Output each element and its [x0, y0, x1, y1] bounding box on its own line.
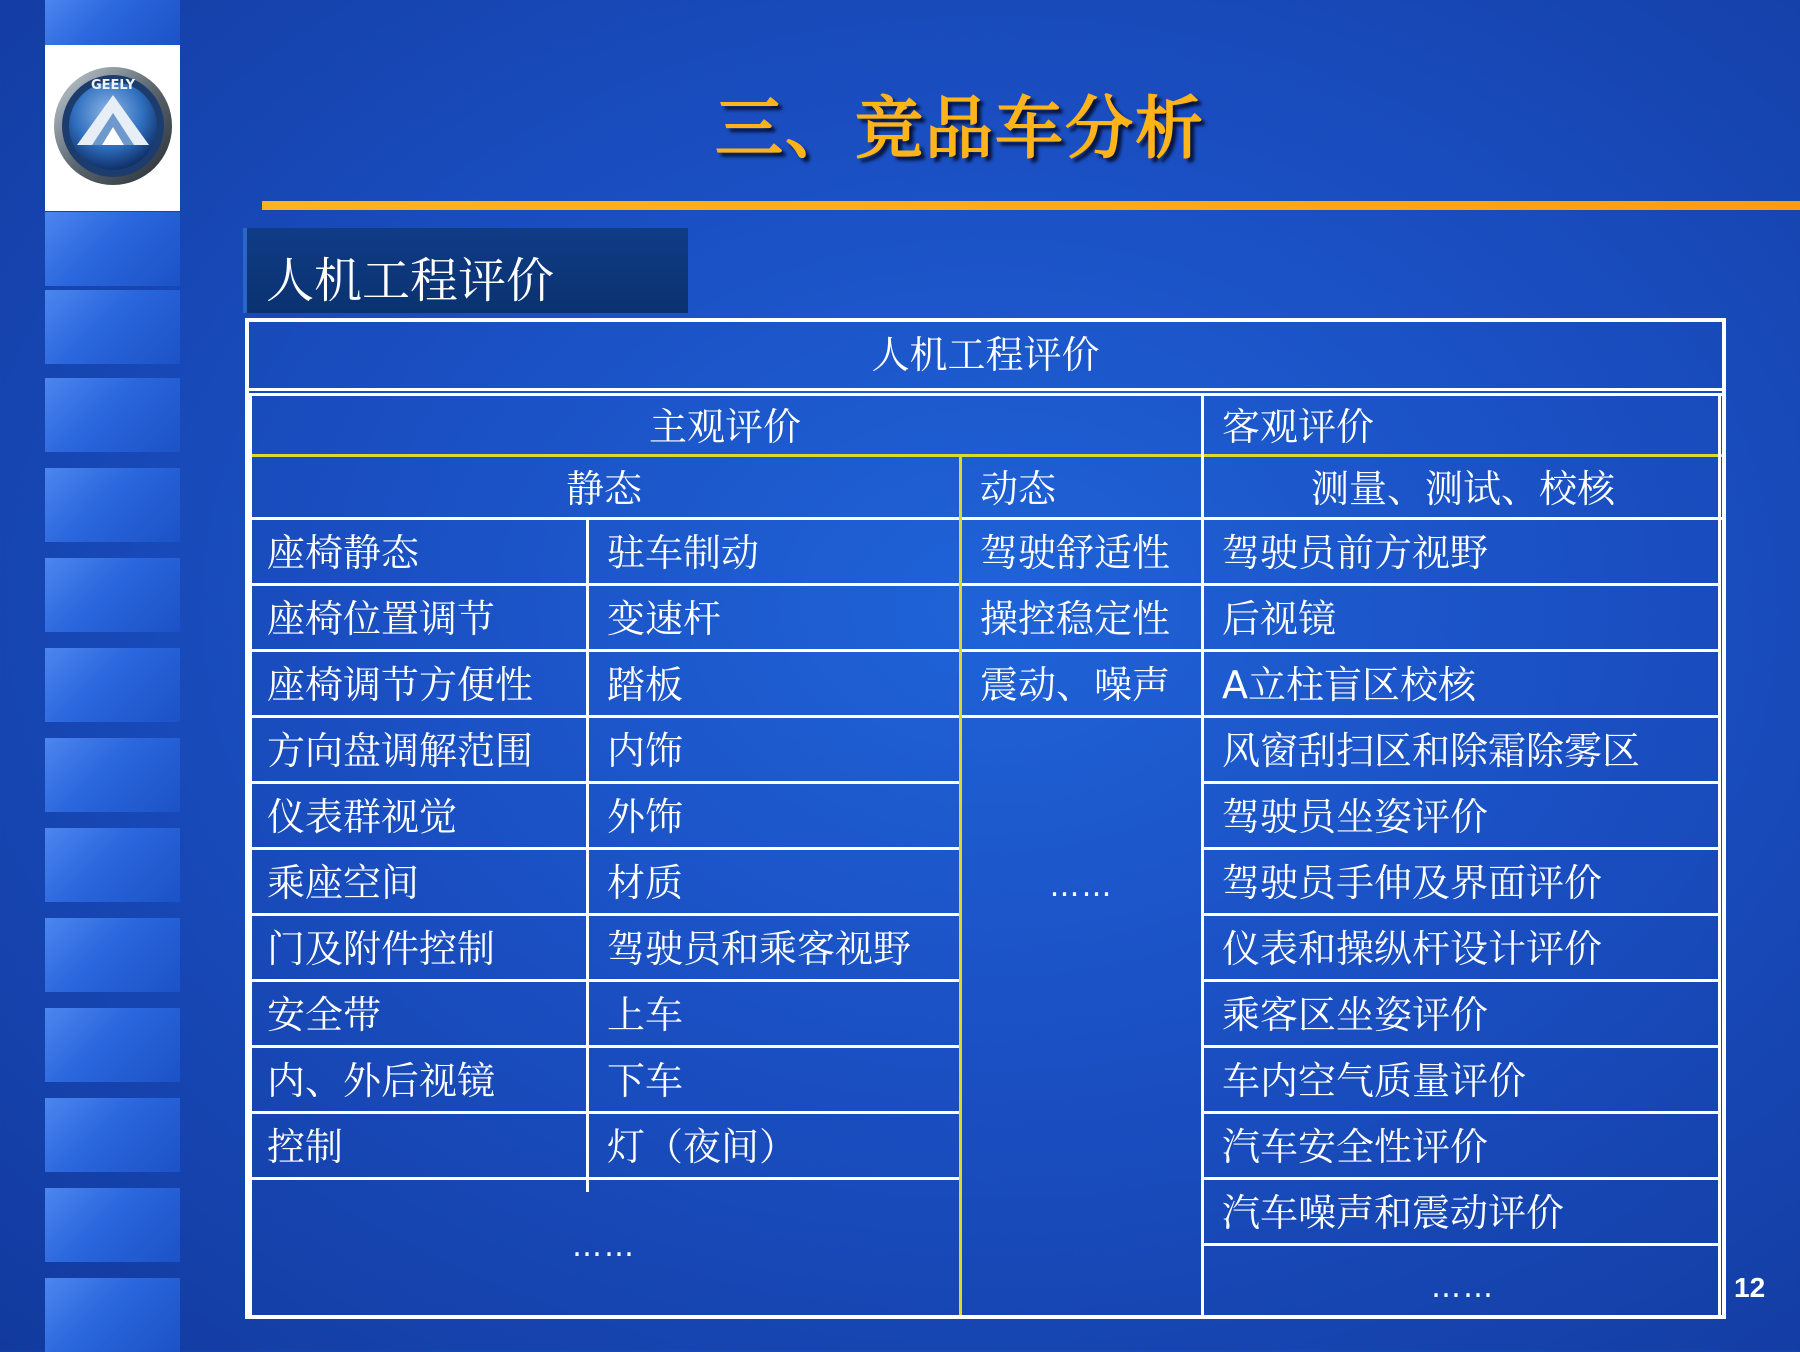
sidebar-block — [45, 918, 180, 992]
sidebar-block — [45, 290, 180, 364]
static-item: 仪表群视觉 — [267, 795, 458, 839]
objective-item: 仪表和操纵杆设计评价 — [1222, 927, 1603, 971]
geely-logo-icon — [52, 65, 174, 187]
static-item: 座椅调节方便性 — [267, 663, 534, 707]
static-item: 控制 — [267, 1125, 344, 1169]
static-item: 门及附件控制 — [267, 927, 496, 971]
static-item: 外饰 — [607, 795, 684, 839]
objective-item: 驾驶员手伸及界面评价 — [1222, 861, 1603, 905]
section-tab — [243, 228, 688, 313]
sidebar-block — [45, 738, 180, 812]
dynamic-header: 动态 — [980, 466, 1057, 511]
divider — [249, 1177, 959, 1180]
objective-item: 车内空气质量评价 — [1222, 1059, 1527, 1103]
objective-item: A立柱盲区校核 — [1222, 663, 1476, 707]
dynamic-item: 驾驶舒适性 — [980, 531, 1171, 575]
dynamic-ellipsis: …… — [1049, 869, 1114, 904]
slide-title: 三、竞品车分析 — [714, 90, 1205, 169]
table-header: 人机工程评价 — [871, 333, 1100, 377]
title-underline — [262, 201, 1800, 210]
static-item: 材质 — [607, 861, 684, 905]
logo-panel — [45, 45, 180, 211]
objective-item: 汽车安全性评价 — [1222, 1125, 1489, 1169]
divider — [249, 388, 1722, 391]
sidebar-block — [45, 1008, 180, 1082]
divider — [249, 517, 1722, 520]
static-item: 上车 — [607, 993, 684, 1037]
dynamic-item: 震动、噪声 — [980, 663, 1171, 707]
static-item: 乘座空间 — [267, 861, 420, 905]
svg-text:GEELY: GEELY — [90, 78, 136, 93]
sidebar-block — [45, 0, 180, 45]
sidebar-block — [45, 648, 180, 722]
divider — [959, 715, 1201, 718]
static-item: 变速杆 — [607, 597, 722, 641]
static-item: 驻车制动 — [607, 531, 760, 575]
page-number: 12 — [1734, 1272, 1766, 1303]
objective-ellipsis: …… — [1431, 1270, 1495, 1305]
sidebar-block — [45, 1278, 180, 1352]
dynamic-item: 操控稳定性 — [980, 597, 1171, 641]
static-item: 踏板 — [607, 663, 684, 707]
sidebar-block — [45, 378, 180, 452]
sidebar-block — [45, 1188, 180, 1262]
divider — [1201, 1243, 1721, 1246]
section-title: 人机工程评价 — [266, 253, 555, 309]
static-item: 驾驶员和乘客视野 — [607, 927, 912, 971]
objective-item: 汽车噪声和震动评价 — [1222, 1191, 1565, 1235]
sidebar — [45, 0, 180, 1350]
static-item: 下车 — [607, 1059, 684, 1103]
divider — [1201, 393, 1204, 1315]
divider — [1718, 393, 1721, 1315]
objective-item: 后视镜 — [1222, 597, 1337, 641]
subjective-header: 主观评价 — [648, 405, 801, 449]
static-item: 内、外后视镜 — [267, 1059, 496, 1103]
sidebar-block — [45, 558, 180, 632]
objective-item: 乘客区坐姿评价 — [1222, 993, 1489, 1037]
objective-item: 风窗刮扫区和除霜除雾区 — [1222, 729, 1641, 773]
divider — [586, 520, 589, 1192]
measure-header: 测量、测试、校核 — [1310, 466, 1615, 511]
static-item: 内饰 — [607, 729, 684, 773]
sidebar-block — [45, 1098, 180, 1172]
objective-item: 驾驶员坐姿评价 — [1222, 795, 1489, 839]
divider — [249, 393, 252, 1315]
static-item: 灯（夜间） — [607, 1125, 798, 1169]
divider — [959, 457, 962, 1315]
static-header: 静态 — [565, 466, 642, 511]
sidebar-block — [45, 212, 180, 286]
sidebar-block — [45, 828, 180, 902]
static-item: 方向盘调解范围 — [267, 729, 534, 773]
static-ellipsis: …… — [572, 1229, 636, 1264]
objective-item: 驾驶员前方视野 — [1222, 531, 1489, 575]
sidebar-block — [45, 468, 180, 542]
static-item: 座椅位置调节 — [267, 597, 496, 641]
static-item: 座椅静态 — [267, 531, 420, 575]
static-item: 安全带 — [267, 993, 382, 1037]
ergonomics-table — [245, 318, 1726, 1319]
objective-header: 客观评价 — [1222, 405, 1375, 449]
